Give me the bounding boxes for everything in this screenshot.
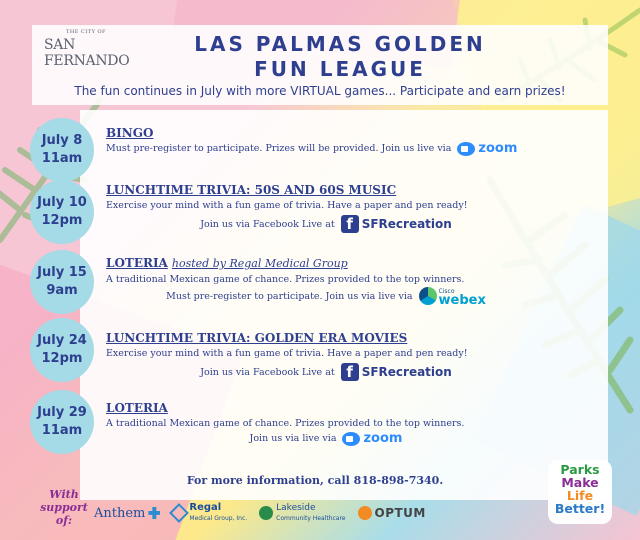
date-circle-july-10: July 10 12pm	[30, 180, 94, 244]
event-description: Must pre-register to participate. Prizes will be provided. Join us live via	[106, 143, 452, 154]
event-description: A traditional Mexican game of chance. Prizes provided to the top winners.	[106, 274, 465, 285]
event-title: LOTERIA	[106, 401, 168, 415]
event-bingo	[106, 125, 606, 156]
event-description: Exercise your mind with a fun game of trivia. Have a paper and pen ready!	[106, 348, 468, 359]
event-description: A traditional Mexican game of chance. Prizes provided to the top winners.	[106, 418, 465, 429]
optum-logo: OPTUM	[358, 506, 426, 520]
event-trivia-movies	[106, 330, 606, 381]
zoom-camera-icon	[342, 432, 360, 446]
webex-logo[interactable]: Cisco webex	[419, 287, 486, 305]
date-circle-july-8: July 8 11am	[30, 118, 94, 182]
facebook-icon: f	[341, 363, 359, 381]
optum-circle-icon	[358, 506, 372, 520]
parks-make-life-better-badge: Parks Make Life Better!	[548, 460, 612, 524]
event-title: LUNCHTIME TRIVIA: 50S AND 60S MUSIC	[106, 183, 397, 197]
date-circle-july-24: July 24 12pm	[30, 318, 94, 382]
facebook-link[interactable]: f SFRecreation	[341, 215, 452, 233]
san-fernando-logo: THE CITY OF SAN FERNANDO	[44, 29, 130, 69]
zoom-logo[interactable]: zoom	[342, 431, 402, 446]
event-host: hosted by Regal Medical Group	[171, 257, 348, 270]
lakeside-leaf-icon	[259, 506, 273, 520]
date-circle-july-29: July 29 11am	[30, 390, 94, 454]
event-join-text: Must pre-register to participate. Join us via live via	[166, 290, 413, 302]
event-title: LUNCHTIME TRIVIA: GOLDEN ERA MOVIES	[106, 331, 408, 345]
zoom-logo[interactable]: zoom	[457, 141, 517, 156]
lakeside-logo: Lakeside Community Healthcare	[259, 503, 345, 524]
title-line-1: LAS PALMAS GOLDEN	[194, 32, 486, 56]
date-circle-july-15: July 15 9am	[30, 250, 94, 314]
anthem-cross-icon	[148, 507, 160, 519]
title-line-2: FUN LEAGUE	[254, 57, 426, 81]
event-join-text: Join us via Facebook Live at	[200, 218, 335, 230]
regal-mark-icon	[169, 503, 189, 523]
page-title	[140, 32, 540, 82]
event-loteria-regal	[106, 255, 606, 308]
support-label: With support of:	[40, 488, 88, 527]
event-description: Exercise your mind with a fun game of trivia. Have a paper and pen ready!	[106, 200, 468, 211]
webex-icon	[419, 287, 437, 305]
event-join-text: Join us via live via	[249, 433, 337, 444]
regal-logo: Regal Medical Group, Inc.	[172, 503, 247, 524]
subtitle: The fun continues in July with more VIRTUAL games... Participate and earn prizes!	[74, 84, 566, 98]
event-title: LOTERIA hosted by Regal Medical Group	[106, 256, 348, 270]
zoom-camera-icon	[457, 142, 475, 156]
event-join-text: Join us via Facebook Live at	[200, 366, 335, 378]
sponsor-logos	[94, 498, 434, 528]
more-info: For more information, call 818-898-7340.	[186, 474, 444, 487]
anthem-logo: Anthem	[94, 506, 160, 521]
facebook-link[interactable]: f SFRecreation	[341, 363, 452, 381]
facebook-icon: f	[341, 215, 359, 233]
event-loteria	[106, 400, 606, 446]
event-trivia-music	[106, 182, 606, 233]
event-title: BINGO	[106, 126, 154, 140]
